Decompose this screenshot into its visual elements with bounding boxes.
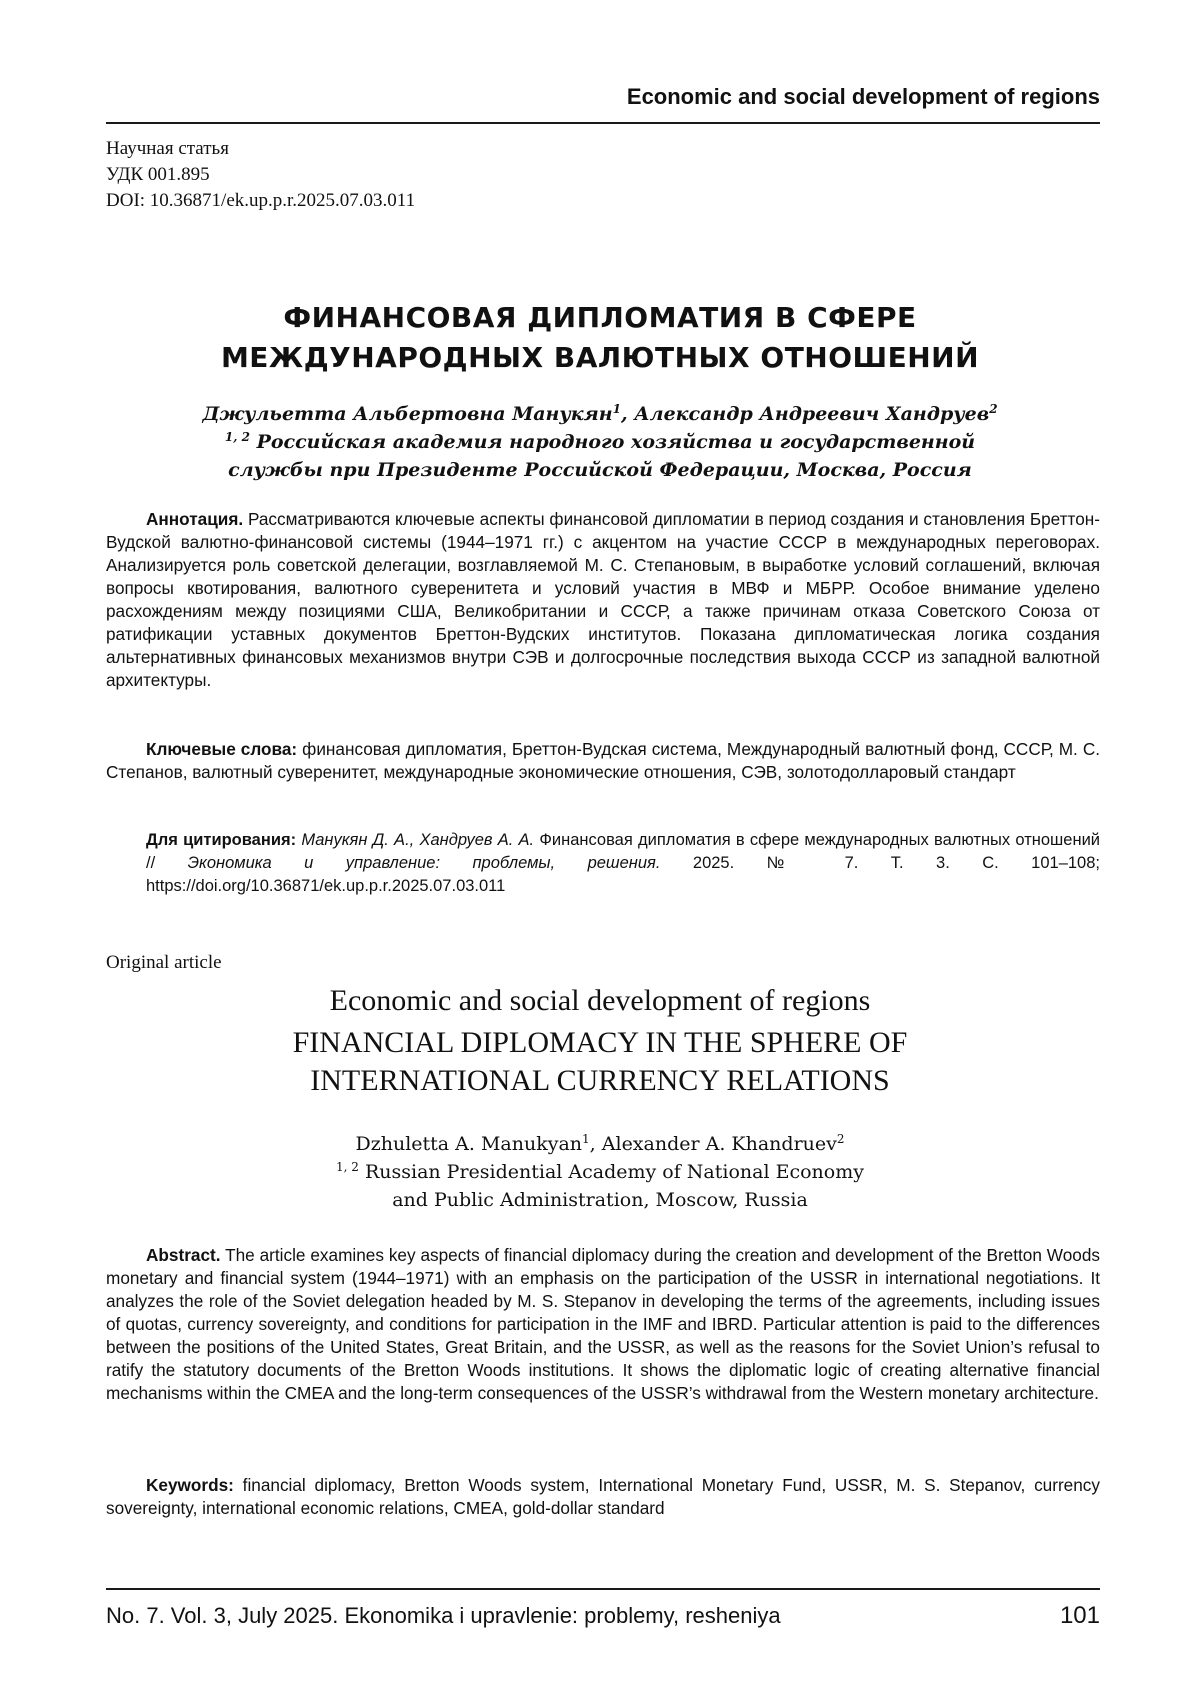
affiliation-en-line2: and Public Administration, Moscow, Russia [392,1189,808,1211]
affiliation-ru-line2: службы при Президенте Российской Федерации, Москва, Россия [228,459,972,481]
article-title-en [100,1024,1100,1100]
title-en-line2: INTERNATIONAL CURRENCY RELATIONS [310,1064,890,1097]
author1-sup: 1 [612,402,621,416]
author1-en: Dzhuletta A. Manukyan [355,1133,583,1155]
keywords-en-label: Keywords: [146,1475,234,1495]
affiliation-ru-line1: $^{1, 2}$ Российская академия народного хозяйства и государственной [224,430,976,453]
udk-code: УДК 001.895 [106,164,210,185]
author1-ru: Джульетта Альбертовна Манукян [202,403,613,425]
article-type: Научная статья [106,138,229,159]
citation-journal: Экономика и управление: проблемы, решения. [187,854,661,872]
citation-details[interactable]: 2025. № 7. Т. 3. С. 101–108; https://doi.org/10.36871/ek.up.p.r.2025.07.03.011 [146,854,1100,895]
abstract-en [106,1244,1100,1405]
keywords-ru [106,738,1100,784]
section-title-en: Economic and social development of regions [329,984,871,1017]
citation-ru [146,829,1100,898]
citation-authors: Манукян Д. А., Хандруев А. А. [301,831,535,849]
article-title-ru [100,298,1100,378]
abstract-en-text: The article examines key aspects of financial diplomacy during the creation and development of the Bretton Woods monetary and financial system (1944–1971) with an emphasis on the participation of the USSR in international negotiations. It analyzes the role of the Soviet delegation headed by M. S. Stepanov in developing the terms of the agreements, including issues of quotas, currency sovereignty, and conditions for participation in the IMF and IBRD. Particular attention is paid to the differences between the positions of the United States, Great Britain, and the USSR, as well as the reasons for the Soviet Union’s refusal to ratify the statutory documents of the Bretton Woods institutions. It shows the diplomatic logic of creating alternative financial mechanisms within the CMEA and the long-term consequences of the USSR’s withdrawal from the Western monetary architecture. [106,1245,1100,1403]
page-number: 101 [1059,1602,1100,1629]
title-en-line1: FINANCIAL DIPLOMACY IN THE SPHERE OF [292,1026,908,1059]
affiliation-sup: 1, 2 [224,430,250,444]
keywords-ru-label: Ключевые слова: [146,739,298,759]
original-article-label: Original article [106,952,222,973]
keywords-ru-text: финансовая дипломатия, Бреттон-Вудская система, Международный валютный фонд, СССР, М. С. Степанов, валютный суверенитет, международные экономические отношения, СЭВ, золотодолларовый стандарт [106,739,1101,782]
author2-sup: 2 [989,402,998,416]
citation-label: Для цитирования: [146,831,297,849]
abstract-en-label: Abstract. [146,1245,221,1265]
title-ru-line1: ФИНАНСОВАЯ ДИПЛОМАТИЯ В СФЕРЕ [283,301,917,334]
affiliation-en-line1: $^{1, 2}$ Russian Presidential Academy of National Economy [336,1160,864,1183]
abstract-ru-label: Аннотация. [146,509,244,529]
author2-ru: Александр Андреевич Хандруев [634,403,990,425]
author-names-en: Dzhuletta A. Manukyan$^1$, Alexander A. Khandruev$^2$ [355,1132,845,1155]
keywords-en [106,1474,1100,1520]
author-names-ru: Джульетта Альбертовна Манукян$^1$, Александр Андреевич Хандруев$^2$ [202,402,998,425]
doi: DOI: 10.36871/ek.up.p.r.2025.07.03.011 [106,190,416,211]
authors-ru [100,400,1100,484]
author2-en: Alexander A. Khandruev [601,1133,837,1155]
abstract-ru-text: Рассматриваются ключевые аспекты финансовой дипломатии в период создания и становления Бреттон-Вудской валютно-финансовой системы (1944–1971 гг.) с акцентом на участие СССР в международных переговорах. Анализируется роль советской делегации, возглавляемой М. С. Степановым, в выработке условий соглашений, включая вопросы квотирования, валютного суверенитета и условий участия в МВФ и МБРР. Особое внимание уделено расхождениям между позициями США, Великобритании и СССР, а также причинам отказа Советского Союза от ратификации уставных документов Бреттон-Вудских институтов. Показана дипломатическая логика создания альтернативных финансовых механизмов внутри СЭВ и долгосрочные последствия выхода СССР из западной валютной архитектуры. [106,509,1100,690]
running-head: Economic and social development of regions [106,80,1100,124]
footer-journal: No. 7. Vol. 3, July 2025. Ekonomika i upravlenie: problemy, resheniya [106,1603,781,1628]
authors-en [100,1130,1100,1214]
keywords-en-text: financial diplomacy, Bretton Woods system, International Monetary Fund, USSR, M. S. Stepanov, currency sovereignty, international economic relations, CMEA, gold-dollar standard [106,1475,1100,1518]
article-meta [106,136,415,214]
citation-title: Финансовая дипломатия в сфере международных валютных отношений // [146,831,1100,872]
title-ru-line2: МЕЖДУНАРОДНЫХ ВАЛЮТНЫХ ОТНОШЕНИЙ [220,341,980,374]
abstract-ru [106,508,1100,692]
page-footer [106,1588,1100,1642]
